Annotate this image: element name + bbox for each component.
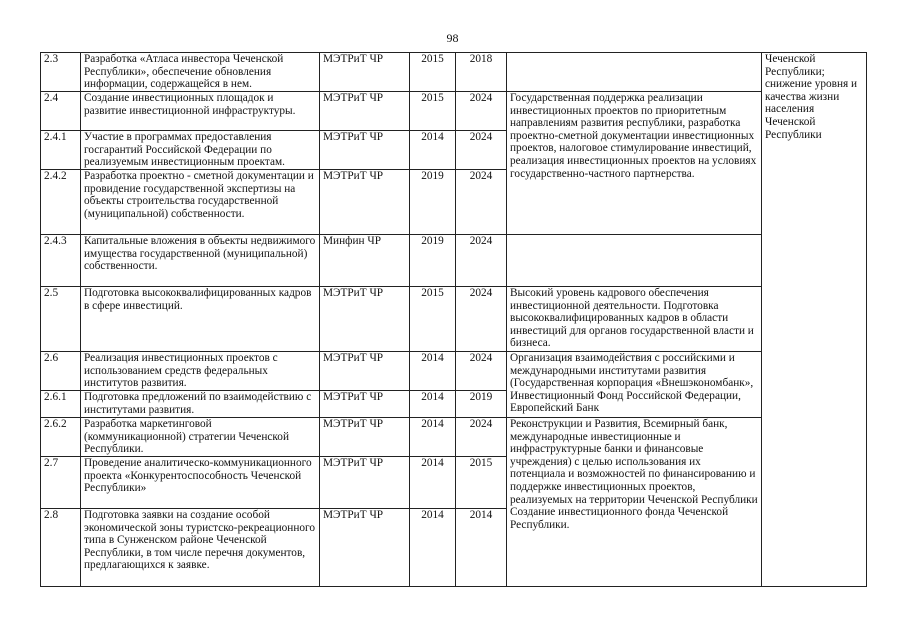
row-number: 2.6.1: [41, 391, 81, 418]
measure-name: Участие в программах предоставления госгарантий Российской Федерации по реализуемым инвестиционным проектам.: [81, 131, 320, 170]
row-number: 2.5: [41, 287, 81, 352]
start-year: 2014: [410, 457, 456, 509]
expected-result: [507, 235, 762, 287]
start-year: 2019: [410, 170, 456, 235]
start-year: 2015: [410, 53, 456, 92]
executor: МЭТРиТ ЧР: [320, 131, 410, 170]
measure-name: Подготовка заявки на создание особой экономической зоны туристско-рекреационного типа в Сунженском районе Чеченской Республики, в том числе перечня документов, предлагающихся к заявке.: [81, 509, 320, 587]
row-number: 2.8: [41, 509, 81, 587]
executor: МЭТРиТ ЧР: [320, 287, 410, 352]
end-year: 2024: [456, 92, 507, 131]
end-year: 2024: [456, 352, 507, 391]
measure-name: Подготовка высококвалифицированных кадров в сфере инвестиций.: [81, 287, 320, 352]
start-year: 2014: [410, 391, 456, 418]
measures-table: [40, 52, 867, 587]
table-row: [41, 53, 867, 92]
measure-name: Реализация инвестиционных проектов с использованием средств федеральных институтов развития.: [81, 352, 320, 391]
expected-result: [507, 53, 762, 92]
expected-result: Государственная поддержка реализации инвестиционных проектов по приоритетным направлениям развития республики, разработка проектно-сметной документации инвестиционных проектов, налоговое стимулирование инвестиций, реализация инвестиционных проектов на условиях государственно-частного партнерства.: [507, 92, 762, 235]
end-year: 2024: [456, 418, 507, 457]
executor: МЭТРиТ ЧР: [320, 509, 410, 587]
start-year: 2014: [410, 352, 456, 391]
end-year: 2019: [456, 391, 507, 418]
row-number: 2.4.3: [41, 235, 81, 287]
executor: МЭТРиТ ЧР: [320, 170, 410, 235]
end-year: 2024: [456, 287, 507, 352]
measure-name: Подготовка предложений по взаимодействию с институтами развития.: [81, 391, 320, 418]
expected-result: Организация взаимодействия с российскими и международными институтами развития (Государственная корпорация «Внешэкономбанк», Инвестиционный Фонд Российской Федерации, Европейский Банк: [507, 352, 762, 418]
row-number: 2.6: [41, 352, 81, 391]
end-year: 2024: [456, 170, 507, 235]
start-year: 2014: [410, 131, 456, 170]
measure-name: Разработка маркетинговой (коммуникационной) стратегии Чеченской Республики.: [81, 418, 320, 457]
start-year: 2014: [410, 418, 456, 457]
table-row: [41, 235, 867, 287]
table-row: [41, 287, 867, 352]
row-number: 2.6.2: [41, 418, 81, 457]
row-number: 2.3: [41, 53, 81, 92]
executor: МЭТРиТ ЧР: [320, 418, 410, 457]
measure-name: Создание инвестиционных площадок и развитие инвестиционной инфраструктуры.: [81, 92, 320, 131]
executor: МЭТРиТ ЧР: [320, 352, 410, 391]
page-number: 98: [446, 31, 459, 45]
row-number: 2.4.2: [41, 170, 81, 235]
end-year: 2024: [456, 235, 507, 287]
executor: МЭТРиТ ЧР: [320, 391, 410, 418]
start-year: 2015: [410, 92, 456, 131]
start-year: 2019: [410, 235, 456, 287]
row-number: 2.4.1: [41, 131, 81, 170]
end-year: 2024: [456, 131, 507, 170]
measure-name: Разработка проектно - сметной документации и провидение государственной экспертизы на объекты строительства государственной (муниципальной) собственности.: [81, 170, 320, 235]
table-row: [41, 418, 867, 457]
executor: МЭТРиТ ЧР: [320, 457, 410, 509]
row-number: 2.4: [41, 92, 81, 131]
end-year: 2014: [456, 509, 507, 587]
row-number: 2.7: [41, 457, 81, 509]
end-year: 2018: [456, 53, 507, 92]
table-row: [41, 352, 867, 391]
end-year: 2015: [456, 457, 507, 509]
measure-name: Проведение аналитическо-коммуникационного проекта «Конкурентоспособность Чеченской Республики»: [81, 457, 320, 509]
executor: МЭТРиТ ЧР: [320, 92, 410, 131]
expected-result: Реконструкции и Развития, Всемирный банк, международные инвестиционные и инфраструктурные банки и финансовые учреждения) с целью использования их потенциала и возможностей по финансированию и поддержке инвестиционных проектов, реализуемых на территории Чеченской Республики Создание инвестиционного фонда Чеченской Республики.: [507, 418, 762, 587]
measure-name: Разработка «Атласа инвестора Чеченской Республики», обеспечение обновления информации, содержащейся в нем.: [81, 53, 320, 92]
measure-name: Капитальные вложения в объекты недвижимого имущества государственной (муниципальной) собственности.: [81, 235, 320, 287]
start-year: 2014: [410, 509, 456, 587]
executor: Минфин ЧР: [320, 235, 410, 287]
goal-cell: Чеченской Республики; снижение уровня и качества жизни населения Чеченской Республики: [762, 53, 867, 587]
expected-result: Высокий уровень кадрового обеспечения инвестиционной деятельности. Подготовка высококвалифицированных кадров в области инвестиций для органов государственной власти и бизнеса.: [507, 287, 762, 352]
executor: МЭТРиТ ЧР: [320, 53, 410, 92]
start-year: 2015: [410, 287, 456, 352]
table-row: [41, 92, 867, 131]
